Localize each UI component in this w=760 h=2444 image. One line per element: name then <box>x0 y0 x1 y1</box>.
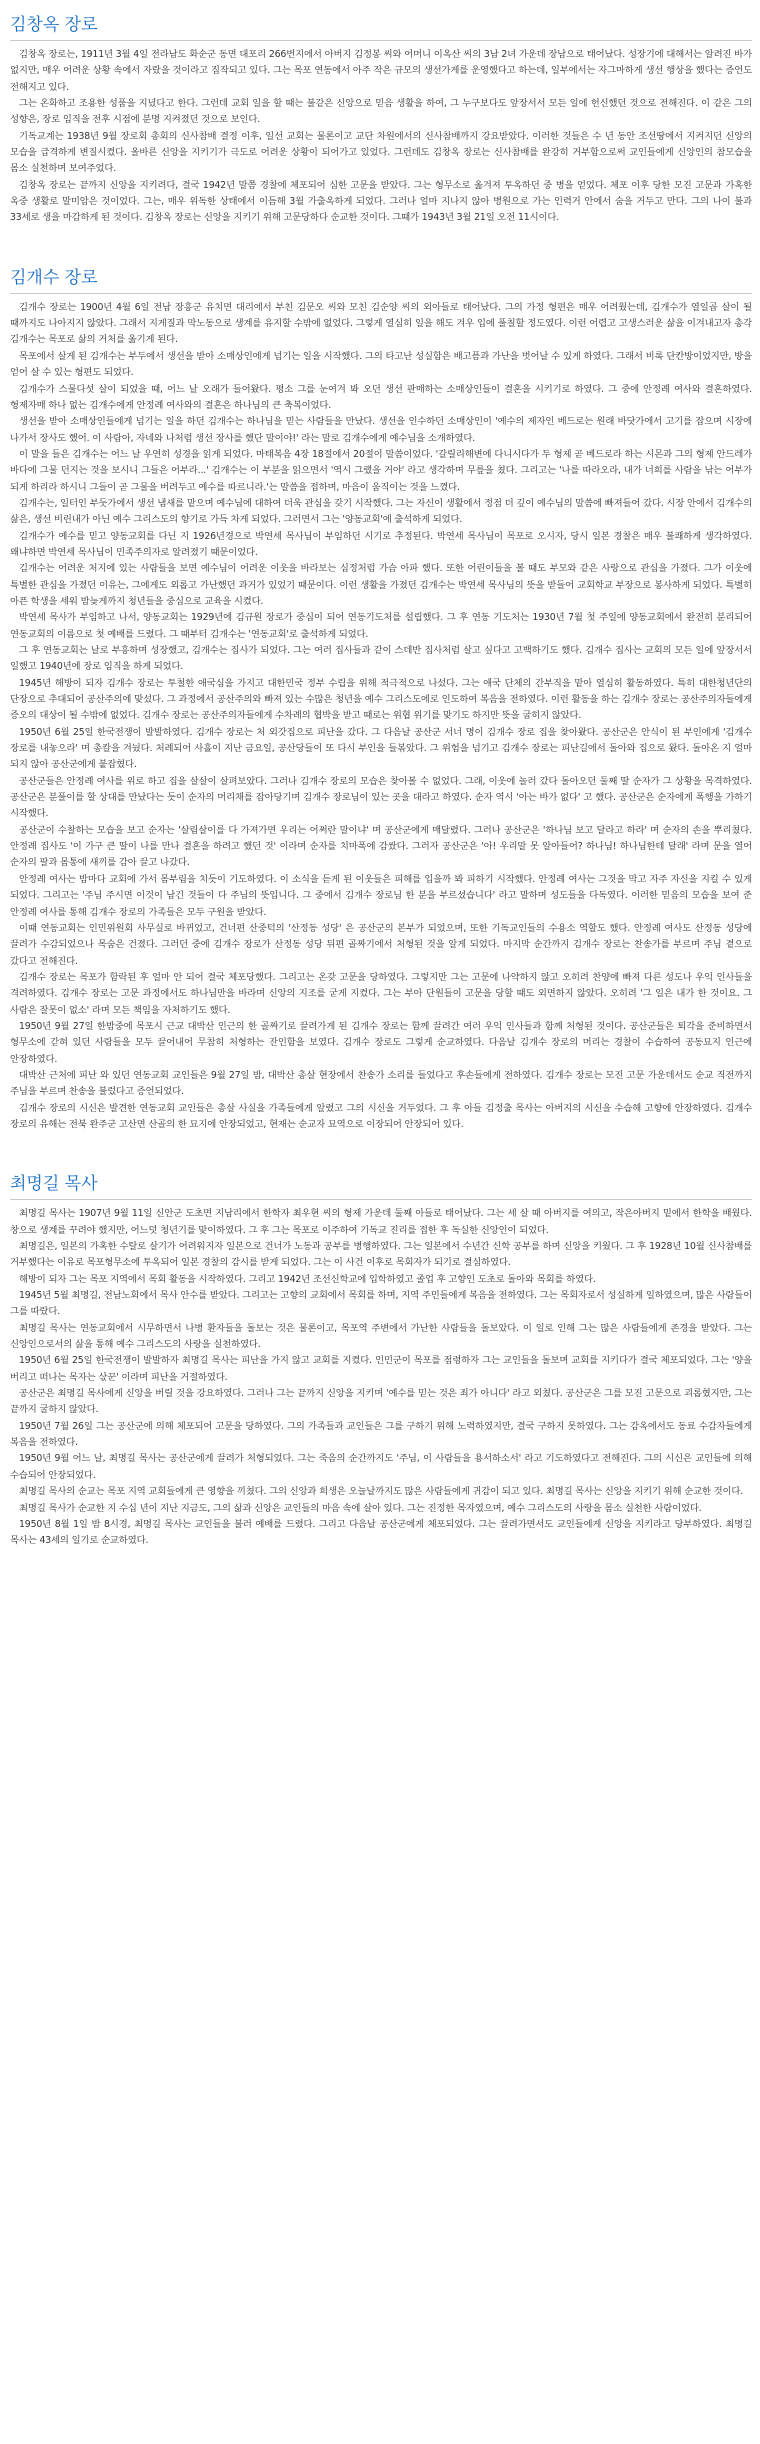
section-title: 최명길 목사 <box>10 1174 98 1195</box>
section-title: 김개수 장로 <box>10 267 98 288</box>
paragraph: 김개수가 스물다섯 살이 되었을 때, 어느 날 오래가 들어왔다. 평소 그를 눈여겨 봐 오던 생선 판매하는 소매상인들이 결혼을 시키기로 하였다. 그 중에 안정례 여사와 결혼하였다. 형제자매 하나 없는 김개수에게 안정례 여사와의 결혼은 하나님의 큰 축복이었다. <box>10 383 752 411</box>
section-kim-gaesu <box>10 267 752 1134</box>
section-title: 김창옥 장로 <box>10 15 98 35</box>
paragraph: 1950년 9월 27일 한밤중에 목포시 근교 대박산 인근의 한 골짜기로 끌려가게 된 김개수 장로는 함께 끌려간 여러 우익 인사들과 함께 처형된 것이다. 공산군들은 퇴각을 준비하면서 형무소에 갇혀 있던 사람들을 모두 끌어내어 무참히 처형하는 잔인함을 보였다. 김개수 장로도 그렇게 순교하였다. 다음날 김개수 장로의 머리는 경찰이 수습하여 공동묘지 인근에 안장하였다. <box>10 1020 752 1065</box>
title-divider <box>10 40 752 41</box>
paragraph: 김개수 장로의 시신은 발견한 연동교회 교인들은 총살 사실을 가족들에게 알렸고 그의 시신을 거두었다. 그 후 아들 김정출 목사는 아버지의 시신을 수습해 고향에 안장하였다. 김개수 장로의 유해는 전북 완주군 고산면 산골의 한 묘지에 안장되었고, 현재는 순교자 묘역으로 이장되어 안장되어 있다. <box>10 1102 752 1130</box>
paragraph: 1950년 6월 25일 한국전쟁이 발발하였다. 김개수 장로는 처 외갓집으로 피난을 갔다. 그 다음날 공산군 서너 명이 김개수 장로 집을 찾아왔다. 공산군은 안식이 된 부인에게 '김개수 장로를 내놓으라' 며 총칼을 겨눴다. 처례되어 사흘이 지난 금요일, 공산당들이 또 다시 부인을 들볶았다. 그 위험을 넘기고 김개수 장로는 피난길에서 돌아와 집으로 왔다. 돌아온 지 얼마 되지 않아 공산군에게 붙잡혔다. <box>10 726 752 771</box>
paragraph: 1945년 5월 최명길, 전남노회에서 목사 안수를 받았다. 그리고는 고향의 교회에서 목회를 하며, 지역 주민들에게 복음을 전하였다. 그는 목회자로서 성실하게 일하였으며, 많은 사람들이 그를 따랐다. <box>10 1290 752 1318</box>
paragraph: 김개수는 어려운 처지에 있는 사람들을 보면 예수님이 어려운 이웃을 바라보는 심정처럼 가슴 아파 했다. 또한 어린이들을 볼 때도 부모와 같은 사랑으로 관심을 가졌다. 그가 이웃에 특별한 관심을 가졌던 이유는, 그에게도 외롭고 가난했던 과거가 있었기 때문이다. 이런 생활을 가졌던 김개수는 박연세 목사님의 뜻을 받들어 교회학교 부장으로 봉사하게 되었다. 특별히 아픈 학생을 세워 밤늦게까지 청년들을 중심으로 교육을 시켰다. <box>10 563 752 607</box>
paragraph: 최명길 목사의 순교는 목포 지역 교회들에게 큰 영향을 끼쳤다. 그의 신앙과 희생은 오늘날까지도 많은 사람들에게 귀감이 되고 있다. 최명길 목사는 신앙을 지키기 위해 순교한 것이다. <box>19 1486 744 1498</box>
section-choi-myeonggil <box>10 1173 752 1549</box>
paragraph: 최명길 목사가 순교한 지 수십 년이 지난 지금도, 그의 삶과 신앙은 교인들의 마음 속에 살아 있다. 그는 진정한 목자였으며, 예수 그리스도의 사랑을 몸소 실천한 사람이었다. <box>19 1502 702 1514</box>
paragraph: 김개수는, 일터인 부둣가에서 생선 냄새를 맡으며 예수님에 대하여 더욱 관심을 갖기 시작했다. 그는 자신이 생활에서 정점 더 깊이 예수님의 말씀에 빠져들어 갔다. 시장 안에서 김개수의 삶은, 생선 비린내가 아닌 예수 그리스도의 향기로 가득 차게 되었다. 그러면서 그는 '양동교회'에 출석하게 되었다. <box>10 497 752 526</box>
paragraph: 안정례 여사는 밤마다 교회에 가서 몸부림을 치듯이 기도하였다. 이 소식을 듣게 된 이웃들은 피해를 입을까 봐 피하기 시작했다. 안정례 여사는 그것을 막고 자주 자신을 지킬 수 있게 되었다. 그리고는 '주님 주시면 이것이 남긴 것들이 다 주님의 뜻입니다. 그 중에서 김개수 장로님 한 분을 부르셨습니다' 라고 말하며 성도들을 다독였다. 이러한 믿음의 모습을 보여 준 안정례 여사를 통해 김개수 장로의 가족들은 모두 구원을 받았다. <box>10 873 752 918</box>
paragraph: 목포에서 살게 된 김개수는 부두에서 생선을 받아 소매상인에게 넘기는 일을 시작했다. 그의 타고난 성실함은 배고픔과 가난을 벗어날 수 있게 하였다. 그래서 비록 단칸방이었지만, 방을 얻어 살 수 있는 형편도 되었다. <box>10 350 752 379</box>
paragraph: 1950년 8월 1일 밤 8시경, 최명길 목사는 교인들을 불러 예배를 드렸다. 그리고 다음날 공산군에게 체포되었다. 그는 끌려가면서도 교인들에게 신앙을 지키라고 당부하였다. 최명길 목사는 43세의 일기로 순교하였다. <box>10 1518 752 1547</box>
paragraph: 김창옥 장로는, 1911년 3월 4일 전라남도 화순군 동면 대포리 266번지에서 아버지 김정봉 씨와 어머니 이옥산 씨의 3남 2녀 가운데 장남으로 태어났다. 성장기에 대해서는 알려진 바가 없지만, 매우 어려운 상황 속에서 자랐을 것이라고 짐작되고 있다. 그는 목포 연동에서 아주 작은 규모의 생선가게를 운영했다고 하는데, 일부에서는 자그마하게 생선 행상을 했다는 증언도 전해지고 있다. <box>10 49 752 93</box>
paragraph: 1950년 9월 어느 날, 최명길 목사는 공산군에게 끌려가 처형되었다. 그는 죽음의 순간까지도 '주님, 이 사람들을 용서하소서' 라고 기도하였다고 전해진다. 그의 시신은 교인들에 의해 수습되어 안장되었다. <box>10 1453 752 1481</box>
paragraph: 이때 연동교회는 인민위원회 사무실로 바뀌었고, 건너편 산중턱의 '산정동 성당' 은 공산군의 본부가 되었으며, 또한 기독교인들의 수용소 역할도 했다. 안정례 여사도 산정동 성당에 끌려가 수감되었으나 목숨은 건졌다. 그러던 중에 김개수 장로가 산정동 성당 뒤편 골짜기에서 처형된 것을 알게 되었다. 마지막 순간까지 김개수 장로는 찬송가를 부르며 주님 곁으로 갔다고 전해진다. <box>10 922 752 967</box>
paragraph: 그 후 연동교회는 날로 부흥하며 성장했고, 김개수는 집사가 되었다. 그는 여러 집사들과 같이 스데반 집사처럼 살고 싶다고 고백하기도 했다. 김개수 집사는 교회의 모든 일에 앞장서서 일했고 1940년에 장로 임직을 하게 되었다. <box>10 645 752 673</box>
title-divider <box>10 1199 752 1200</box>
title-divider <box>10 293 752 294</box>
paragraph: 최명길은, 일본의 가혹한 수탈로 살기가 어려워지자 일본으로 건너가 노동과 공부를 병행하였다. 그는 일본에서 수년간 신학 공부를 하며 신앙을 키웠다. 그 후 1928년 10월 신사참배를 거부했다는 이유로 목포형무소에 투옥되어 일본 경찰의 감시를 받게 되었다. 그는 이 사건 이후로 목회자가 되기로 결심하였다. <box>10 1241 752 1269</box>
paragraph: 해방이 되자 그는 목포 지역에서 목회 활동을 시작하였다. 그리고 1942년 조선신학교에 입학하였고 졸업 후 고향인 도초로 돌아와 목회를 하였다. <box>19 1273 596 1285</box>
paragraph: 1950년 6월 25일 한국전쟁이 발발하자 최명길 목사는 피난을 가지 않고 교회를 지켰다. 인민군이 목포를 점령하자 그는 교인들을 돌보며 교회를 지키다가 결국 체포되었다. 그는 '양을 버리고 떠나는 목자는 삯꾼' 이라며 피난을 거절하였다. <box>10 1355 752 1383</box>
paragraph: 최명길 목사는 연동교회에서 시무하면서 나병 환자들을 돌보는 것은 물론이고, 목포역 주변에서 가난한 사람들을 돌보았다. 이 일로 인해 그는 많은 사람들에게 존경을 받았다. 그는 신앙인으로서의 삶을 통해 예수 그리스도의 사랑을 실천하였다. <box>10 1322 752 1351</box>
paragraph: 기독교계는 1938년 9월 장로회 총회의 신사참배 결정 이후, 일선 교회는 물론이고 교단 차원에서의 신사참배까지 강요받았다. 이러한 것들은 수 년 동안 조선땅에서 지켜지던 신앙의 모습을 급격하게 변질시켰다. 올바른 신앙을 지키기가 극도로 어려운 상황이 되어가고 있었다. 그런데도 김창옥 장로는 신사참배를 완강히 거부함으로써 교인들에게 신앙인의 참모습을 몸소 실천하며 보여주었다. <box>10 130 752 175</box>
paragraph: 공산군은 최명길 목사에게 신앙을 버릴 것을 강요하였다. 그러나 그는 끝까지 신앙을 지키며 '예수를 믿는 것은 죄가 아니다' 라고 외쳤다. 공산군은 그를 모진 고문으로 괴롭혔지만, 그는 끝까지 굴하지 않았다. <box>10 1388 752 1416</box>
paragraph: 이 말을 들은 김개수는 어느 날 우연히 성경을 읽게 되었다. 마태복음 4장 18절에서 20절이 말씀이었다. '갈릴리해변에 다니시다가 두 형제 곧 베드로라 하는 시몬과 그의 형제 안드레가 바다에 그물 던지는 것을 보시니 그들은 어부라...' 김개수는 이 부분을 읽으면서 '역시 그랬을 거야' 라고 생각하며 무릎을 쳤다. 그리고는 '나를 따라오라, 내가 너희를 사람을 낚는 어부가 되게 하리라 하시니 그들이 곧 그물을 버려두고 예수를 따르니라.'는 말씀을 접하며, 마음이 움직이는 것을 느꼈다. <box>10 448 752 493</box>
section-kim-changok <box>10 14 752 227</box>
paragraph: 김개수 장로는 1900년 4월 6일 전남 장흥군 유치면 대리에서 부친 김문오 씨와 모친 김순양 씨의 외아들로 태어났다. 그의 가정 형편은 매우 어려웠는데, 김개수가 열일곱 살이 될 때까지도 나아지지 않았다. 그래서 지게질과 막노동으로 생계를 유지할 수밖에 없었다. 그렇게 열심히 일을 해도 겨우 입에 풀칠할 정도였다. 이런 어렵고 고생스러운 삶을 이겨내고자 총각 김개수는 목포로 삶의 거처를 옮기게 된다. <box>10 301 752 346</box>
paragraph: 최명길 목사는 1907년 9월 11일 신안군 도초면 지남리에서 한학자 최우현 씨의 형제 가운데 둘째 아들로 태어났다. 그는 세 살 때 아버지를 여의고, 작은아버지 밑에서 한학을 배웠다. 창으로 생계를 꾸려야 했지만, 어느덧 청년기를 맞이하였다. 그 후 그는 목포로 이주하여 기독교 진리를 접한 후 독실한 신앙인이 되었다. <box>10 1208 752 1236</box>
paragraph: 김개수 장로는 목포가 함락된 후 얼마 안 되어 결국 체포당했다. 그리고는 온갖 고문을 당하였다. 그렇지만 그는 고문에 나약하지 않고 오히려 찬양에 빠져 다른 성도나 우익 인사들을 격려하였다. 김개수 장로는 고문 과정에서도 하나님만을 바라며 신앙의 지조를 굳게 지켰다. 그는 부아 단원들이 고문을 당할 때도 외면하지 않았다. 오히려 '그 일은 내가 한 것이요. 그 사람은 잘못이 없소' 라며 모든 책임을 자처하기도 했다. <box>10 971 752 1016</box>
paragraph: 1950년 7월 26일 그는 공산군에 의해 체포되어 고문을 당하였다. 그의 가족들과 교인들은 그를 구하기 위해 노력하였지만, 결국 구하지 못하였다. 그는 감옥에서도 동료 수감자들에게 복음을 전하였다. <box>10 1420 752 1449</box>
paragraph: 박연세 목사가 부임하고 나서, 양동교회는 1929년에 김규원 장로가 중심이 되어 연동기도처를 설립했다. 그 후 연동 기도처는 1930년 7월 첫 주일에 양동교회에서 완전히 분리되어 연동교회의 이름으로 첫 예배를 드렸다. 그 때부터 김개수는 '연동교회'로 출석하게 되었다. <box>10 612 752 640</box>
paragraph: 김개수가 예수를 믿고 양동교회를 다닌 지 1926년경으로 박연세 목사님이 부임하던 시기로 추정된다. 박연세 목사님이 목포로 오시자, 당시 일본 경찰은 매우 불쾌하게 생각하였다. 왜냐하면 박연세 목사님이 민족주의자로 알려졌기 때문이었다. <box>10 530 752 558</box>
paragraph: 공산군이 수찰하는 모습을 보고 순자는 '살림살이를 다 가져가면 우리는 어쩌란 말이냐' 며 공산군에게 매달렸다. 그러나 공산군은 '하나님 보고 달라고 하라' 며 순자의 손을 뿌리쳤다. 안정례 집사도 '이 가구 큰 딸이 나를 만나 결혼을 하려고 했던 것' 이라며 순자를 치마폭에 감쌌다. 그러자 공산군은 '아! 우리말 못 알아들어? 하나님! 하나님한테 달래' 라며 문을 열어 순자의 팔과 몸통에 새끼를 감아 끌고 나갔다. <box>10 824 752 869</box>
paragraph: 김창옥 장로는 끝까지 신앙을 지키려다, 결국 1942년 말쯤 경찰에 체포되어 심한 고문을 받았다. 그는 형무소로 옮겨져 투옥하던 중 병을 얻었다. 체포 이후 당한 모진 고문과 가혹한 옥중 생활로 말미암은 것이었다. 그는, 매우 위독한 상태에서 이듬해 3월 가출옥하게 되었다. 그러나 얼마 지나지 않아 병원으로 가는 인력거 안에서 숨을 거두고 만다. 그의 나이 불과 33세로 생을 마감하게 된 것이다. 김창옥 장로는 신앙을 지키기 위해 고문당하다 순교한 것이다. 그때가 1943년 3월 21일 오전 11시이다. <box>10 179 752 224</box>
paragraph: 대박산 근처에 피난 와 있던 연동교회 교인들은 9월 27일 밤, 대박산 총살 현장에서 찬송가 소리를 들었다고 후손들에게 전하였다. 김개수 장로는 모진 고문 가운데서도 순교 직전까지 주님을 부르며 찬송을 불렀다고 증언되었다. <box>10 1069 752 1098</box>
paragraph: 생선을 받아 소매상인들에게 넘기는 일을 하던 김개수는 하나님을 믿는 사람들을 만났다. 생선을 인수하던 소매상인이 '예수의 제자인 베드로는 원래 바닷가에서 고기를 잡으며 시장에 나가서 장사도 했어. 이 사람아, 자네와 나처럼 생선 장사를 했단 말이야!' 라는 말로 김개수에게 예수님을 소개하였다. <box>10 416 752 444</box>
paragraph: 그는 온화하고 조용한 성품을 지녔다고 한다. 그런데 교회 일을 할 때는 불같은 신앙으로 믿음 생활을 하여, 그 누구보다도 앞장서서 모든 일에 헌신했던 것으로 전해진다. 이 같은 그의 성향은, 장로 임직을 전후 시점에 분명 지켜졌던 것으로 보인다. <box>10 98 752 126</box>
paragraph: 공산군들은 안정례 여사를 위로 하고 집을 살살이 살펴보았다. 그러나 김개수 장로의 모습은 찾아볼 수 없었다. 그래, 이웃에 놀러 갔다 돌아오던 둘째 딸 순자가 그 상황을 목격하였다. 공산군은 분풀이를 할 상대를 만났다는 듯이 순자의 머리채를 잡아당기며 김개수 장로님이 있는 곳을 대라고 하였다. 순자 역시 '아는 바가 없다' 고 했다. 공산군은 순자에게 폭행을 가하기 시작했다. <box>10 775 752 820</box>
paragraph: 1945년 해방이 되자 김개수 장로는 투철한 애국심을 가지고 대한민국 정부 수립을 위해 적극적으로 나섰다. 그는 애국 단체의 간부직을 맡아 열심히 활동하였다. 특히 대한청년단의 단장으로 추대되어 공산주의에 맞섰다. 그 과정에서 공산주의와 빠져 있는 수많은 청년을 예수 그리스도에로 인도하여 복음을 전하였다. 이런 활동을 하는 김개수 장로는 공산주의자들에게 증오의 대상이 될 수밖에 없었다. 김개수 장로는 공산주의자들에게 수차례의 협박을 받고 때로는 위협 위기를 맞기도 하지만 뜻을 굽히지 않았다. <box>10 677 752 722</box>
